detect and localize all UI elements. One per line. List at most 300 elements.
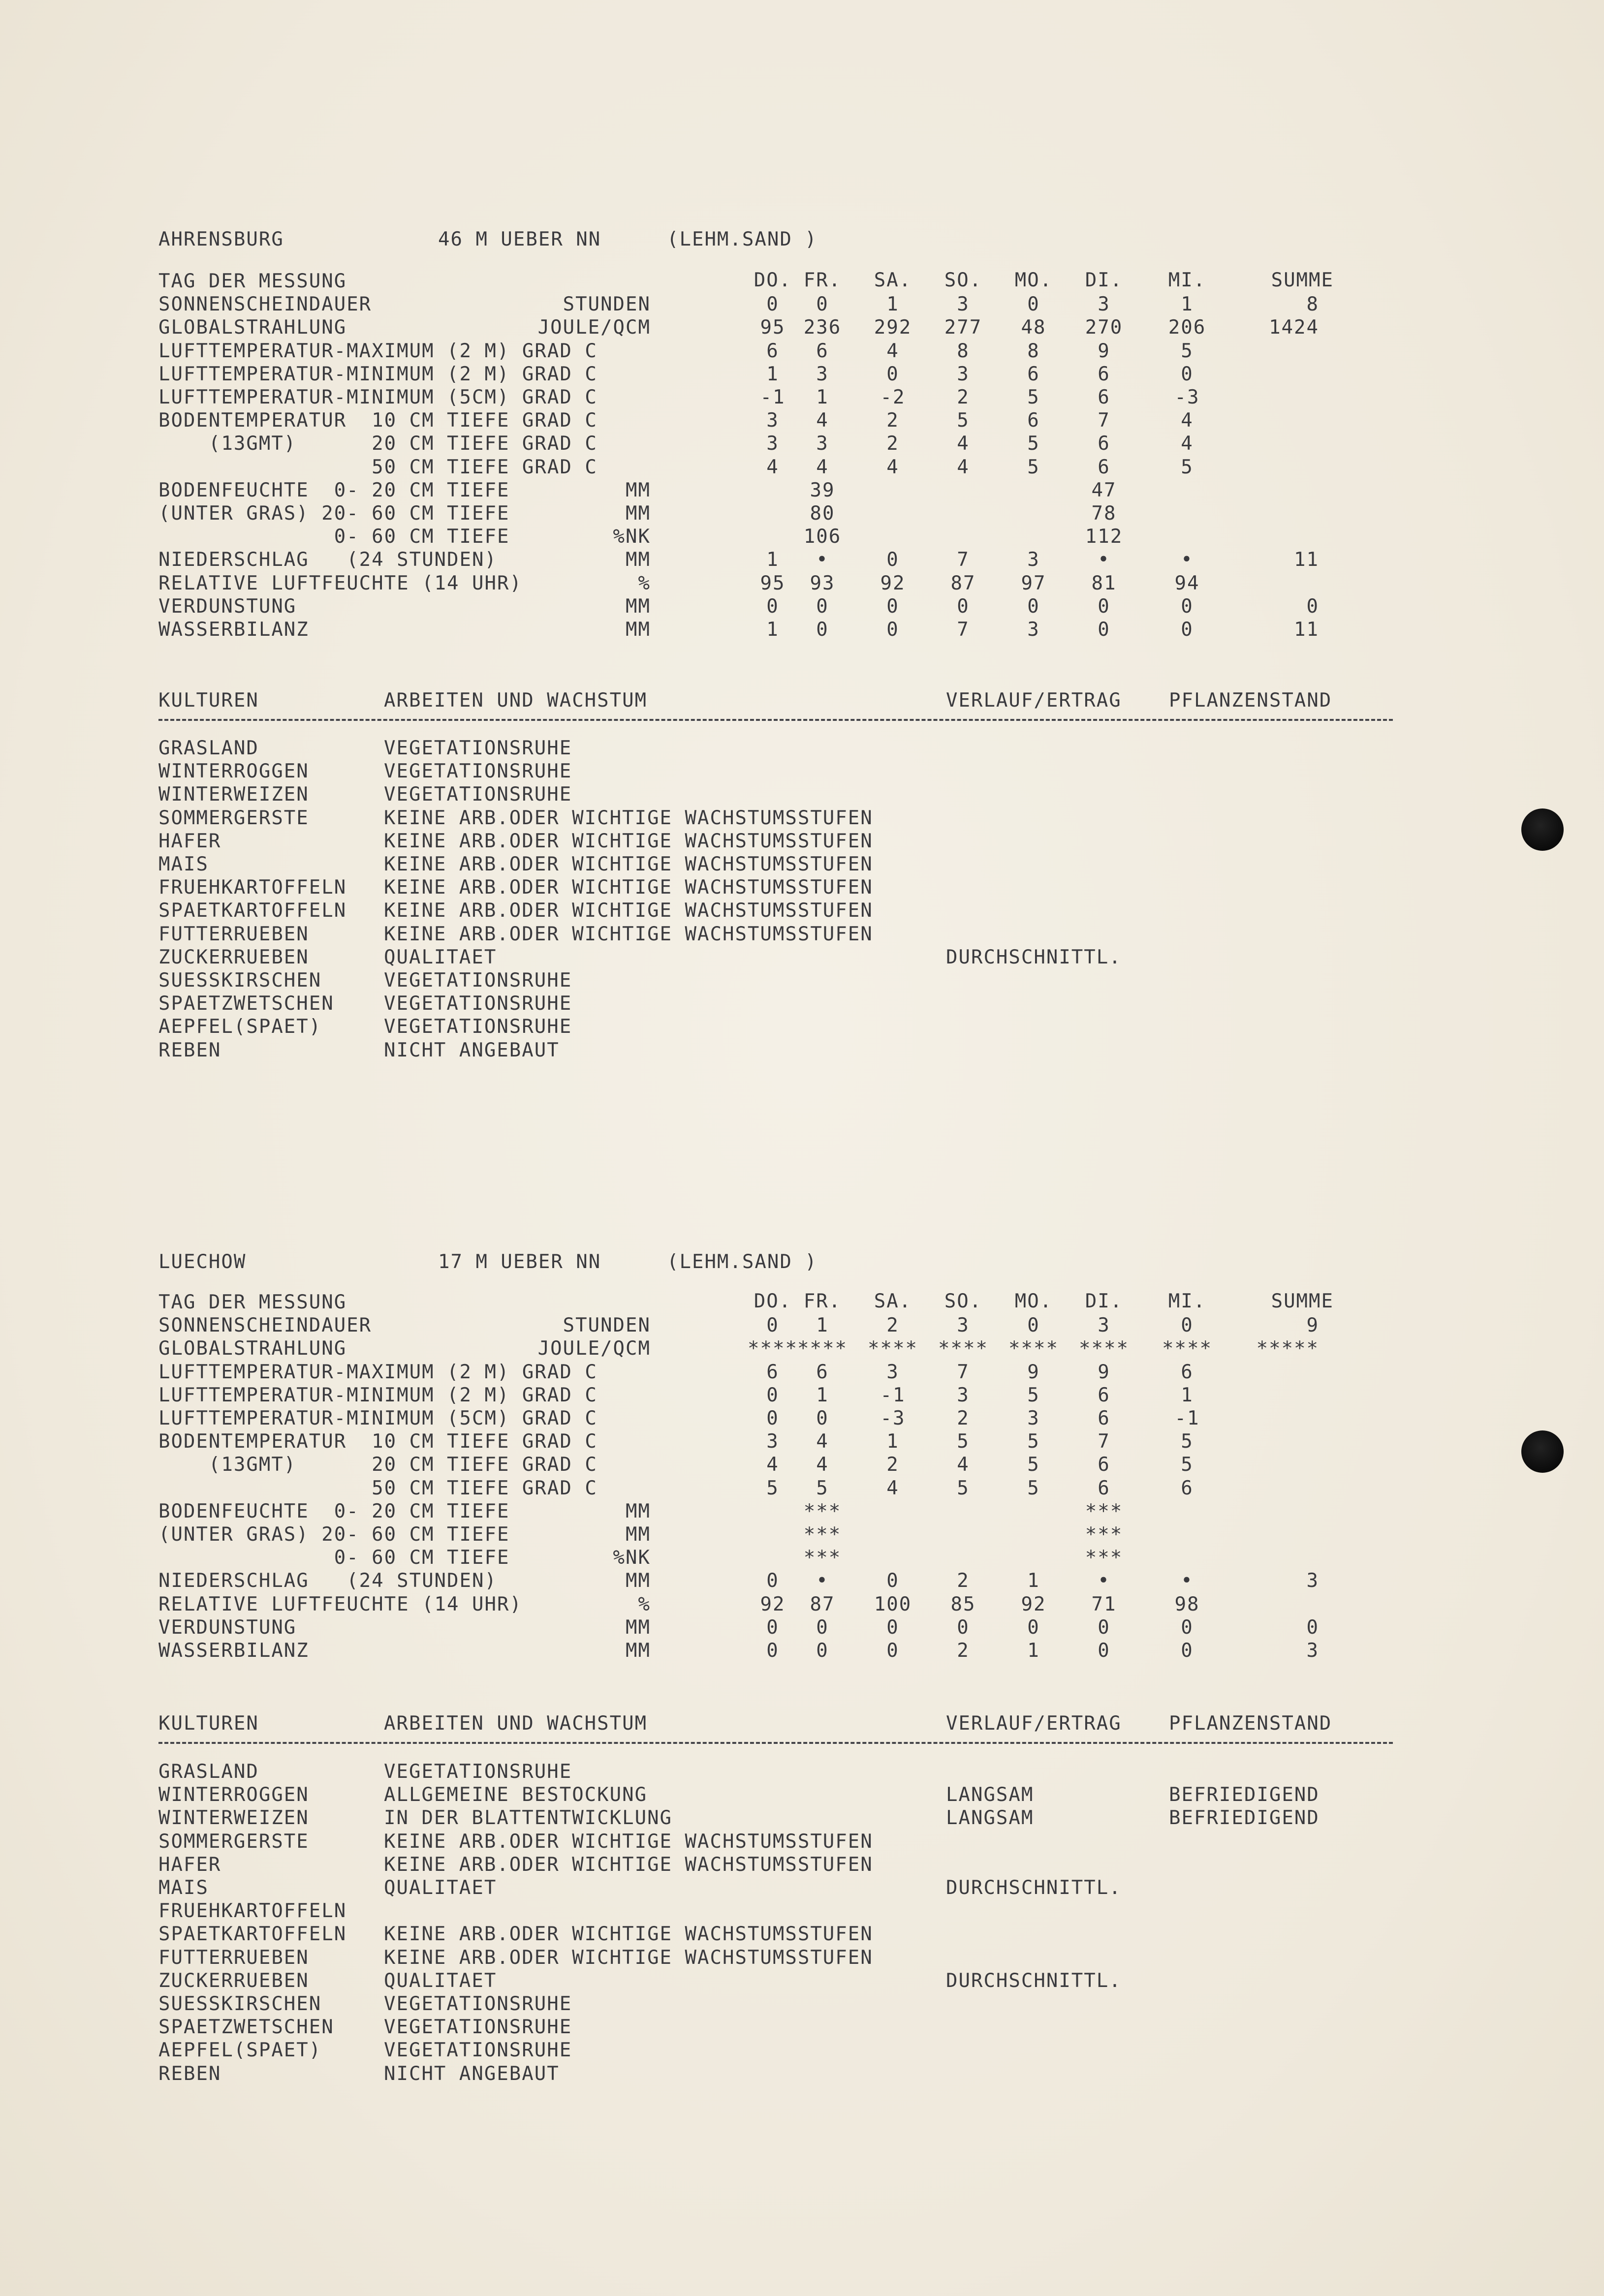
station-elevation: 46 M UEBER NN (438, 228, 601, 250)
crop-work: KEINE ARB.ODER WICHTIGE WACHSTUMSSTUFEN (384, 853, 873, 875)
measure-value: -1 (880, 1384, 906, 1406)
measure-value: 5 (1027, 433, 1040, 455)
measure-value: 3 (957, 363, 970, 385)
measure-value: 292 (874, 316, 912, 339)
measure-value: 0 (766, 1314, 779, 1337)
day-header: MI. (1168, 1290, 1206, 1312)
crop-stand: BEFRIEDIGEND (1169, 1807, 1320, 1830)
station-name: AHRENSBURG (158, 228, 284, 250)
crop-name: SOMMERGERSTE (158, 1830, 309, 1853)
measure-value: 0 (957, 1616, 970, 1639)
measure-value: 95 (760, 316, 786, 339)
crop-work: KEINE ARB.ODER WICHTIGE WACHSTUMSSTUFEN (384, 876, 873, 899)
measure-sum: 1424 (1269, 316, 1319, 339)
measure-value: 1 (1027, 1640, 1040, 1662)
measure-value: 5 (766, 1477, 779, 1499)
measure-value: 6 (1027, 409, 1040, 432)
measure-value: 4 (886, 340, 899, 362)
crop-work: VEGETATIONSRUHE (384, 783, 572, 806)
measure-value: 5 (1181, 340, 1194, 362)
measure-value: 4 (1181, 433, 1194, 455)
measure-value: 9 (1098, 1361, 1110, 1383)
measure-sum: 3 (1306, 1640, 1319, 1662)
measure-value: 5 (816, 1477, 829, 1499)
crop-work: VEGETATIONSRUHE (384, 737, 572, 759)
crop-work: VEGETATIONSRUHE (384, 760, 572, 783)
measure-value: 1 (766, 363, 779, 385)
measure-value: 3 (1027, 619, 1040, 641)
measure-value: 4 (957, 433, 970, 455)
measure-value: *** (803, 1547, 842, 1569)
measure-sum: ***** (1256, 1337, 1319, 1360)
measure-value: 2 (957, 1407, 970, 1429)
measure-label: NIEDERSCHLAG (24 STUNDEN) (158, 549, 497, 571)
measure-label: LUFTTEMPERATUR-MAXIMUM (2 M) GRAD C (158, 340, 598, 362)
measure-value: 6 (816, 340, 829, 362)
crop-work: QUALITAET (384, 946, 497, 968)
crop-name: ZUCKERRUEBEN (158, 1969, 309, 1992)
weather-header-label: TAG DER MESSUNG (158, 1291, 347, 1313)
crop-work: KEINE ARB.ODER WICHTIGE WACHSTUMSSTUFEN (384, 900, 873, 922)
measure-label: RELATIVE LUFTFEUCHTE (14 UHR) (158, 1593, 522, 1615)
measure-value: -3 (1174, 386, 1200, 408)
measure-value: -3 (880, 1407, 906, 1429)
measure-label: 50 CM TIEFE GRAD C (158, 456, 598, 478)
measure-value: 0 (1027, 293, 1040, 316)
measure-label: GLOBALSTRAHLUNG (158, 1337, 347, 1360)
measure-value: 5 (1027, 1454, 1040, 1476)
measure-unit: MM (626, 1616, 651, 1639)
crop-name: SPAETZWETSCHEN (158, 2016, 334, 2039)
measure-value: 39 (810, 479, 835, 501)
measure-unit: MM (626, 595, 651, 618)
measure-label: (13GMT) 20 CM TIEFE GRAD C (158, 433, 598, 455)
measure-value: 0 (957, 595, 970, 618)
measure-value: 0 (766, 1640, 779, 1662)
sum-header: SUMME (1271, 269, 1334, 291)
measure-unit: MM (626, 479, 651, 501)
measure-label: VERDUNSTUNG (158, 1616, 297, 1639)
measure-unit: STUNDEN (563, 293, 651, 316)
measure-label: (13GMT) 20 CM TIEFE GRAD C (158, 1454, 598, 1476)
measure-value: 1 (886, 293, 899, 316)
crop-name: AEPFEL(SPAET) (158, 1016, 322, 1038)
measure-value: 5 (957, 1430, 970, 1453)
measure-value: 98 (1174, 1593, 1200, 1615)
day-header: SO. (944, 269, 982, 291)
measure-sum: 9 (1306, 1314, 1319, 1337)
measure-value: *** (1085, 1500, 1123, 1522)
punch-hole-lower (1521, 1430, 1564, 1473)
station-name: LUECHOW (158, 1251, 247, 1273)
day-header: MI. (1168, 269, 1206, 291)
measure-value: 87 (810, 1593, 835, 1615)
crop-work: KEINE ARB.ODER WICHTIGE WACHSTUMSSTUFEN (384, 1923, 873, 1946)
measure-value: 0 (816, 1616, 829, 1639)
measure-value: 0 (1098, 619, 1110, 641)
measure-value: 3 (816, 433, 829, 455)
measure-label: GLOBALSTRAHLUNG (158, 316, 347, 339)
measure-value: 2 (957, 1570, 970, 1592)
measure-value: 47 (1091, 479, 1117, 501)
measure-unit: % (638, 572, 651, 594)
measure-value: 4 (766, 456, 779, 478)
measure-value: 4 (886, 1477, 899, 1499)
crop-work: VEGETATIONSRUHE (384, 1016, 572, 1038)
crop-work: QUALITAET (384, 1969, 497, 1992)
crop-work: VEGETATIONSRUHE (384, 993, 572, 1015)
measure-value: 5 (1181, 456, 1194, 478)
measure-value: • (1181, 1570, 1194, 1592)
measure-value: **** (1162, 1337, 1212, 1360)
crop-name: FUTTERRUEBEN (158, 923, 309, 945)
crop-verlauf: LANGSAM (946, 1784, 1034, 1806)
measure-value: *** (803, 1500, 842, 1522)
measure-sum: 11 (1294, 549, 1319, 571)
measure-value: 1 (816, 1384, 829, 1406)
crop-work: NICHT ANGEBAUT (384, 2062, 560, 2085)
crops-header-stand: PFLANZENSTAND (1169, 689, 1332, 712)
measure-value: 93 (810, 572, 835, 594)
measure-value: 5 (1027, 1430, 1040, 1453)
measure-value: 6 (766, 340, 779, 362)
measure-value: 7 (1098, 1430, 1110, 1453)
measure-value: 0 (816, 1407, 829, 1429)
measure-unit: MM (626, 1640, 651, 1662)
measure-value: 0 (886, 1616, 899, 1639)
measure-unit: JOULE/QCM (537, 316, 651, 339)
measure-value: 1 (1181, 293, 1194, 316)
measure-value: 2 (957, 1640, 970, 1662)
measure-value: 0 (886, 1640, 899, 1662)
measure-label: SONNENSCHEINDAUER (158, 1314, 372, 1337)
measure-value: 1 (886, 1430, 899, 1453)
crop-work: IN DER BLATTENTWICKLUNG (384, 1807, 673, 1830)
measure-value: 0 (1098, 1616, 1110, 1639)
measure-value: 71 (1091, 1593, 1117, 1615)
measure-label: LUFTTEMPERATUR-MINIMUM (2 M) GRAD C (158, 363, 598, 385)
measure-value: 6 (1098, 386, 1110, 408)
measure-label: LUFTTEMPERATUR-MINIMUM (5CM) GRAD C (158, 386, 598, 408)
measure-value: 0 (886, 1570, 899, 1592)
day-header: DI. (1085, 1290, 1123, 1312)
crop-work: NICHT ANGEBAUT (384, 1039, 560, 1061)
measure-value: 6 (1098, 1384, 1110, 1406)
measure-value: 7 (1098, 409, 1110, 432)
measure-label: 0- 60 CM TIEFE (158, 526, 510, 548)
measure-value: 8 (957, 340, 970, 362)
measure-value: 9 (1098, 340, 1110, 362)
measure-value: 5 (1027, 1384, 1040, 1406)
measure-value: 0 (766, 1570, 779, 1592)
day-header: DO. (754, 269, 792, 291)
measure-value: 0 (886, 549, 899, 571)
measure-value: 0 (766, 1616, 779, 1639)
measure-unit: MM (626, 1570, 651, 1592)
measure-unit: % (638, 1593, 651, 1615)
measure-unit: %NK (613, 1547, 651, 1569)
measure-value: 0 (766, 293, 779, 316)
day-header: DO. (754, 1290, 792, 1312)
measure-value: 236 (803, 316, 842, 339)
crop-work: VEGETATIONSRUHE (384, 2016, 572, 2039)
measure-label: BODENFEUCHTE 0- 20 CM TIEFE (158, 479, 510, 501)
station-soil: (LEHM.SAND ) (667, 1251, 818, 1273)
crop-verlauf: DURCHSCHNITTL. (946, 1969, 1122, 1992)
measure-value: -2 (880, 386, 906, 408)
measure-label: BODENFEUCHTE 0- 20 CM TIEFE (158, 1500, 510, 1522)
measure-value: 6 (1098, 456, 1110, 478)
measure-value: 4 (1181, 409, 1194, 432)
measure-value: • (1098, 549, 1110, 571)
measure-value: 0 (1181, 619, 1194, 641)
crop-name: MAIS (158, 1877, 209, 1899)
measure-value: 0 (1181, 1616, 1194, 1639)
measure-value: 3 (957, 1314, 970, 1337)
measure-value: 3 (957, 1384, 970, 1406)
measure-value: 0 (1027, 1616, 1040, 1639)
measure-sum: 8 (1306, 293, 1319, 316)
measure-value: 7 (957, 619, 970, 641)
measure-value: 6 (1098, 433, 1110, 455)
measure-value: 1 (1181, 1384, 1194, 1406)
measure-value: 3 (766, 433, 779, 455)
measure-value: 9 (1027, 1361, 1040, 1383)
measure-label: (UNTER GRAS) 20- 60 CM TIEFE (158, 1523, 510, 1546)
measure-value: 85 (950, 1593, 976, 1615)
measure-value: 7 (957, 549, 970, 571)
measure-value: 2 (886, 1454, 899, 1476)
sum-header: SUMME (1271, 1290, 1334, 1312)
crop-work: VEGETATIONSRUHE (384, 1993, 572, 2015)
measure-value: 5 (1181, 1454, 1194, 1476)
crop-name: SPAETKARTOFFELN (158, 1923, 347, 1946)
measure-value: 3 (1098, 293, 1110, 316)
measure-value: -1 (760, 386, 786, 408)
crop-name: MAIS (158, 853, 209, 875)
measure-unit: MM (626, 1500, 651, 1522)
measure-label: BODENTEMPERATUR 10 CM TIEFE GRAD C (158, 1430, 598, 1453)
crop-work: KEINE ARB.ODER WICHTIGE WACHSTUMSSTUFEN (384, 923, 873, 945)
measure-value: 6 (1098, 1454, 1110, 1476)
measure-value: 6 (766, 1361, 779, 1383)
crop-work: KEINE ARB.ODER WICHTIGE WACHSTUMSSTUFEN (384, 807, 873, 829)
measure-value: -1 (1174, 1407, 1200, 1429)
crop-name: SPAETZWETSCHEN (158, 993, 334, 1015)
measure-value: 1 (816, 386, 829, 408)
measure-value: 78 (1091, 502, 1117, 525)
measure-label: LUFTTEMPERATUR-MAXIMUM (2 M) GRAD C (158, 1361, 598, 1383)
day-header: SA. (874, 1290, 912, 1312)
measure-value: 5 (957, 409, 970, 432)
measure-value: 4 (957, 1454, 970, 1476)
measure-value: 0 (766, 1384, 779, 1406)
crop-verlauf: LANGSAM (946, 1807, 1034, 1830)
crop-work: KEINE ARB.ODER WICHTIGE WACHSTUMSSTUFEN (384, 1853, 873, 1876)
measure-value: 1 (766, 619, 779, 641)
measure-value: 4 (816, 456, 829, 478)
measure-sum: 0 (1306, 595, 1319, 618)
measure-value: **** (938, 1337, 988, 1360)
measure-value: 4 (766, 1454, 779, 1476)
measure-value: 1 (816, 1314, 829, 1337)
measure-value: 100 (874, 1593, 912, 1615)
crops-header-kulturen: KULTUREN (158, 689, 259, 712)
crops-header-arbeiten: ARBEITEN UND WACHSTUM (384, 689, 648, 712)
crop-name: WINTERWEIZEN (158, 1807, 309, 1830)
weather-header-label: TAG DER MESSUNG (158, 270, 347, 292)
crops-header-stand: PFLANZENSTAND (1169, 1712, 1332, 1735)
measure-value: 3 (766, 409, 779, 432)
measure-value: 0 (766, 1407, 779, 1429)
measure-value: 3 (957, 293, 970, 316)
measure-value: **** (748, 1337, 798, 1360)
measure-value: 2 (886, 409, 899, 432)
measure-value: 4 (886, 456, 899, 478)
measure-value: 0 (886, 595, 899, 618)
station-elevation: 17 M UEBER NN (438, 1251, 601, 1273)
measure-value: 94 (1174, 572, 1200, 594)
measure-value: • (1098, 1570, 1110, 1592)
measure-value: 6 (1098, 1407, 1110, 1429)
day-header: MO. (1014, 1290, 1053, 1312)
measure-sum: 3 (1306, 1570, 1319, 1592)
measure-value: **** (1079, 1337, 1129, 1360)
measure-value: 0 (1098, 1640, 1110, 1662)
measure-value: 3 (886, 1361, 899, 1383)
measure-value: 0 (1181, 1640, 1194, 1662)
measure-value: 6 (1181, 1361, 1194, 1383)
measure-value: 6 (816, 1361, 829, 1383)
measure-label: LUFTTEMPERATUR-MINIMUM (2 M) GRAD C (158, 1384, 598, 1406)
measure-value: 277 (944, 316, 982, 339)
measure-label: 0- 60 CM TIEFE (158, 1547, 510, 1569)
measure-value: 106 (803, 526, 842, 548)
crops-header-verlauf: VERLAUF/ERTRAG (946, 1712, 1122, 1735)
crop-name: GRASLAND (158, 737, 259, 759)
measure-value: 0 (1027, 1314, 1040, 1337)
day-header: DI. (1085, 269, 1123, 291)
measure-value: 8 (1027, 340, 1040, 362)
crops-header-kulturen: KULTUREN (158, 1712, 259, 1735)
measure-value: 4 (816, 1430, 829, 1453)
dashed-separator (158, 1742, 1393, 1744)
measure-value: 4 (816, 1454, 829, 1476)
crop-name: REBEN (158, 2062, 221, 2085)
punch-hole-upper (1521, 808, 1564, 851)
crop-name: AEPFEL(SPAET) (158, 2039, 322, 2062)
measure-value: 3 (816, 363, 829, 385)
measure-value: 87 (950, 572, 976, 594)
measure-value: *** (1085, 1523, 1123, 1546)
day-header: SA. (874, 269, 912, 291)
station-soil: (LEHM.SAND ) (667, 228, 818, 250)
crop-verlauf: DURCHSCHNITTL. (946, 946, 1122, 968)
measure-unit: MM (626, 502, 651, 525)
measure-value: 206 (1168, 316, 1206, 339)
measure-value: 0 (1181, 1314, 1194, 1337)
measure-value: 0 (886, 363, 899, 385)
measure-label: WASSERBILANZ (158, 1640, 309, 1662)
measure-value: 3 (766, 1430, 779, 1453)
measure-value: 0 (1181, 363, 1194, 385)
measure-value: 5 (1181, 1430, 1194, 1453)
measure-value: 0 (1098, 595, 1110, 618)
measure-value: 0 (816, 293, 829, 316)
measure-sum: 11 (1294, 619, 1319, 641)
crop-name: SUESSKIRSCHEN (158, 969, 322, 992)
measure-label: WASSERBILANZ (158, 619, 309, 641)
crop-name: WINTERROGGEN (158, 760, 309, 783)
crop-work: KEINE ARB.ODER WICHTIGE WACHSTUMSSTUFEN (384, 1830, 873, 1853)
measure-value: 6 (1181, 1477, 1194, 1499)
measure-value: 4 (957, 456, 970, 478)
crop-name: GRASLAND (158, 1761, 259, 1783)
measure-value: 95 (760, 572, 786, 594)
measure-value: **** (1008, 1337, 1059, 1360)
crop-name: REBEN (158, 1039, 221, 1061)
crop-name: FRUEHKARTOFFELN (158, 876, 347, 899)
measure-value: 0 (1027, 595, 1040, 618)
measure-value: 6 (1098, 1477, 1110, 1499)
measure-value: 7 (957, 1361, 970, 1383)
measure-value: 2 (886, 433, 899, 455)
measure-value: 0 (816, 595, 829, 618)
crop-name: WINTERWEIZEN (158, 783, 309, 806)
measure-label: (UNTER GRAS) 20- 60 CM TIEFE (158, 502, 510, 525)
measure-value: 5 (1027, 386, 1040, 408)
crop-work: ALLGEMEINE BESTOCKUNG (384, 1784, 648, 1806)
crop-name: FUTTERRUEBEN (158, 1946, 309, 1969)
measure-unit: %NK (613, 526, 651, 548)
crop-name: SUESSKIRSCHEN (158, 1993, 322, 2015)
measure-value: *** (1085, 1547, 1123, 1569)
crop-stand: BEFRIEDIGEND (1169, 1784, 1320, 1806)
measure-unit: MM (626, 1523, 651, 1546)
measure-value: 1 (1027, 1570, 1040, 1592)
measure-unit: MM (626, 549, 651, 571)
measure-value: • (816, 549, 829, 571)
measure-value: 112 (1085, 526, 1123, 548)
measure-value: **** (868, 1337, 918, 1360)
measure-value: 5 (1027, 456, 1040, 478)
crop-work: KEINE ARB.ODER WICHTIGE WACHSTUMSSTUFEN (384, 830, 873, 852)
crop-name: WINTERROGGEN (158, 1784, 309, 1806)
crop-work: KEINE ARB.ODER WICHTIGE WACHSTUMSSTUFEN (384, 1946, 873, 1969)
measure-value: 4 (816, 409, 829, 432)
crop-work: QUALITAET (384, 1877, 497, 1899)
crop-name: HAFER (158, 830, 221, 852)
measure-value: 92 (880, 572, 906, 594)
measure-label: BODENTEMPERATUR 10 CM TIEFE GRAD C (158, 409, 598, 432)
measure-value: 5 (957, 1477, 970, 1499)
measure-value: 0 (1181, 595, 1194, 618)
measure-value: *** (803, 1523, 842, 1546)
measure-value: • (1181, 549, 1194, 571)
day-header: FR. (803, 1290, 842, 1312)
measure-value: 0 (816, 1640, 829, 1662)
measure-sum: 0 (1306, 1616, 1319, 1639)
measure-value: 1 (766, 549, 779, 571)
day-header: MO. (1014, 269, 1053, 291)
measure-unit: MM (626, 619, 651, 641)
crop-name: SOMMERGERSTE (158, 807, 309, 829)
measure-value: 6 (1027, 363, 1040, 385)
measure-value: 2 (957, 386, 970, 408)
measure-value: 0 (816, 619, 829, 641)
measure-value: 0 (886, 619, 899, 641)
measure-value: 2 (886, 1314, 899, 1337)
